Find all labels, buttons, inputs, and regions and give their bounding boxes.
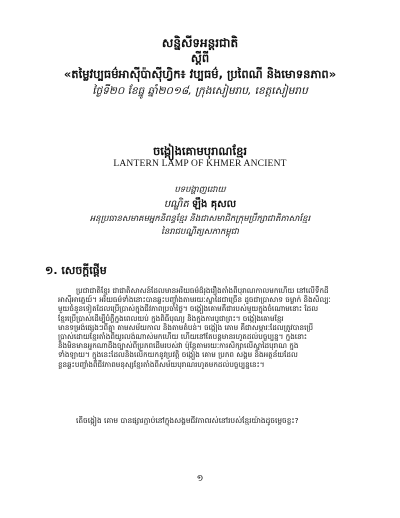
article-title-khmer: ចង្កៀងគោមបុរាណខ្មែរ <box>152 144 248 158</box>
paragraph-line: ខ្លួនឆ្លុះបញ្ចាំងពីជីវភាពមនុស្សខ្មែរតាំងពីសម័យបុរាណរហូតមកដល់បច្ចុប្បន្ននេះ។ <box>58 359 265 369</box>
author-affiliation-1: អនុប្រធានសមាគមអ្នកនិពន្ធខ្មែរ និងជាសមាជិកក្រុមប្រឹក្សាជាតិភាសាខ្មែរ <box>89 214 311 224</box>
section-paragraph <box>58 286 358 400</box>
author-line <box>0 198 400 211</box>
article-title-english: LANTERN LAMP OF KHMER ANCIENT <box>113 159 287 169</box>
paragraph-line: ខ្មែរប្រើប្រាស់ដើម្បីបំភ្លឺក្នុងពេលយប់ ក្នុងពិធីបុណ្យ និងក្នុងការបូជាព្រះ។ ចង្កៀងគោមខ្មែរ <box>58 313 284 323</box>
paragraph-line: មានទម្រង់ផ្សេងៗពីគ្នា តាមសម័យកាល និងតាមតំបន់។ ចង្កៀង គោម គឺជាសម្ភារៈដែលត្រូវបានប្រើ <box>58 322 314 332</box>
conference-date-place: ថ្ងៃទី២០ ខែធ្នូ ឆ្នាំ២០១៨, ក្រុងសៀមរាប, ខេត្តសៀមរាប <box>92 85 308 97</box>
paragraph-line: ទាំងឡាយ។ ក្នុងនេះដែលនិងលើកយកនូវប្រវត្តិ ចង្កៀង គោម ប្រភព សង្គម និងអត្ថន័យដែល <box>58 350 298 360</box>
conference-title: សន្និសីទអន្តរជាតិ <box>161 36 239 50</box>
paragraph-line: អាស៊ីអាគ្នេយ៍។ អរិយធម៌ទាំងនោះបានឆ្លុះបញ្ចាំងតាមរយៈស្នាដៃជាច្រើន ដូចជាប្រាសាទ ចម្លាក់ និងសិល្បៈ <box>58 295 331 305</box>
section-title: សេចក្តីផ្តើម <box>61 264 107 277</box>
conference-about: ស្តីពី <box>190 51 210 65</box>
research-question: តើចង្កៀង គោម បានផ្សារភ្ជាប់នៅក្នុងសង្គមជីវភាពរស់នៅរបស់ខ្មែរយ៉ាងដូចម្តេចខ្លះ? <box>76 416 299 425</box>
author-title: បណ្ឌិត <box>163 199 189 210</box>
paragraph-line: ប្រជាជាតិខ្មែរ ជាជាតិសាសន៍ដែលមានអរិយធម៌ដ៏រុងរឿងតាំងពីបុរាណកាលមកហើយ នៅលើទឹកដី <box>76 286 329 295</box>
section-number: ១. <box>45 264 58 277</box>
author-name: ឡឹង គុសល <box>191 199 237 210</box>
presented-by-label: បទបង្ហាញដោយ <box>174 185 226 195</box>
conference-topic: «តម្លៃវប្បធម៌អាស៊ីប៉ាស៊ីហ្វិក៖ វប្បធម៌, ប្រពៃណី និងមោទនភាព» <box>63 67 337 81</box>
author-affiliation-2: នៃរាជបណ្ឌិត្យសភាកម្ពុជា <box>161 227 239 237</box>
paragraph-line: មួយចំនួនទៀតដែលប្រើប្រាស់ក្នុងជីវភាពប្រចាំថ្ងៃ។ ចង្កៀងគោមគឺជារបស់មួយក្នុងចំណោមនោះ ដែល <box>58 304 319 314</box>
paragraph-line: ប្រាស់ដោយខ្មែរតាំងពីយូរលង់ណាស់មកហើយ ហើយនៅតែបន្តមានរហូតដល់បច្ចុប្បន្ន។ ក្នុងនោះ <box>58 332 308 342</box>
section-heading <box>45 264 107 278</box>
page-number: ១ <box>196 474 204 484</box>
paragraph-line: និងមិនមានអ្នកណាដឹងច្បាស់ពីប្រភពដើមរបស់វា ប៉ុន្តែតាមរយៈការសិក្សាលើស្នាដៃបុរាណ ក្នុង <box>58 341 299 351</box>
